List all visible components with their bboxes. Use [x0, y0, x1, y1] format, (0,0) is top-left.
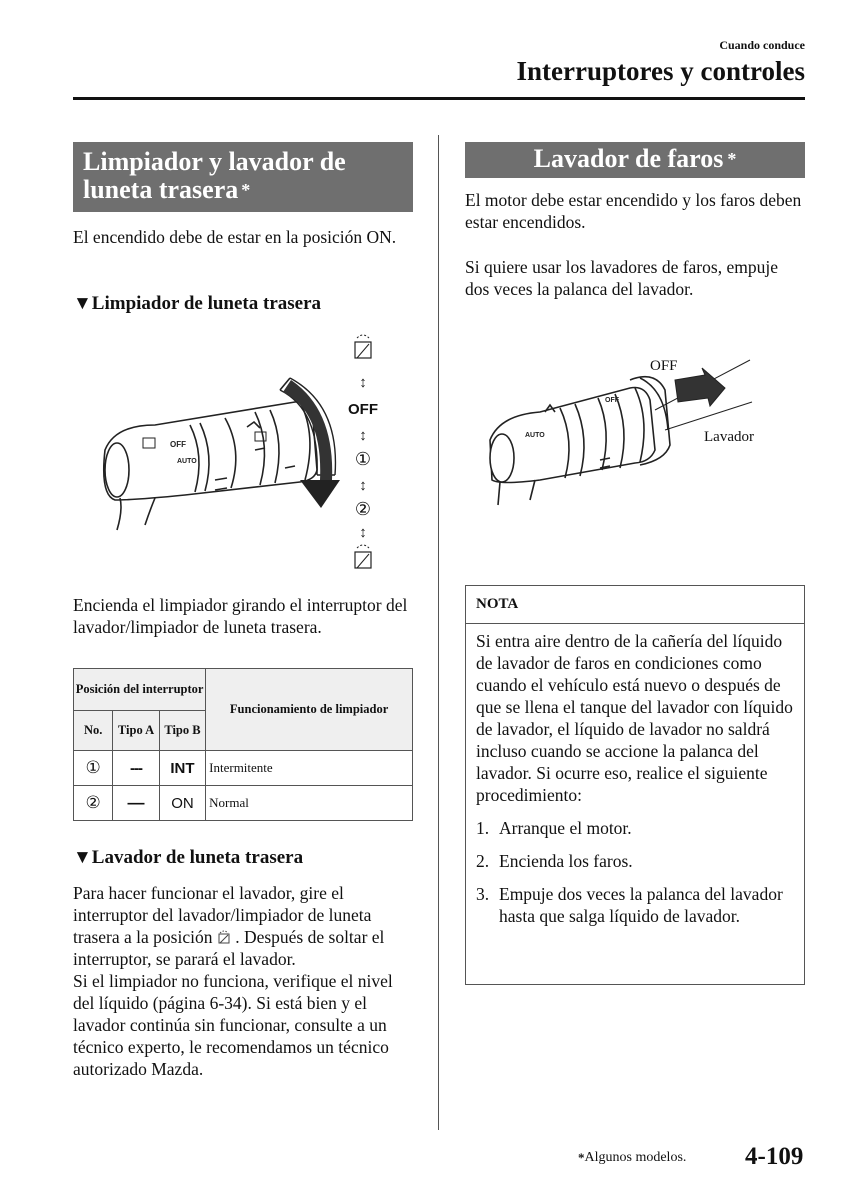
table-row [74, 751, 413, 786]
left-title-line2-wrap [83, 176, 413, 204]
row-tipo-a: --- [113, 751, 159, 786]
table-row [74, 786, 413, 821]
step-text: Encienda los faros. [499, 851, 633, 871]
switch-label-off: OFF [605, 397, 619, 404]
left-after-figure: Encienda el limpiador girando el interruptor del lavador/limpiador de luneta trasera. [73, 595, 408, 637]
right-p2: Si quiere usar los lavadores de faros, empuje dos veces la palanca del lavador. [465, 257, 778, 299]
figure-label-off: OFF [650, 358, 678, 374]
asterisk-mark: * [727, 149, 737, 169]
step-text: Arranque el motor. [499, 818, 632, 838]
header-rule [73, 97, 805, 100]
footer-note [578, 1150, 686, 1166]
step-number: 3. [476, 884, 490, 904]
row-tipo-b: ON [159, 786, 205, 821]
rear-wiper-switch-illustration [95, 330, 415, 580]
switch-label-auto: AUTO [525, 432, 545, 439]
right-title-text: Lavador de faros [533, 144, 724, 173]
right-p1: El motor debe estar encendido y los faros deben estar encendidos. [465, 190, 802, 232]
headlight-washer-illustration [480, 350, 800, 525]
seq-arrow-4: ↕ [359, 524, 367, 541]
right-section-title [465, 142, 805, 178]
row-func: Intermitente [206, 751, 413, 786]
th-tipo-a: Tipo A [113, 711, 159, 751]
subhead-rear-washer: ▼Lavador de luneta trasera [73, 847, 304, 868]
wash-text-a: Para hacer funcionar el lavador, gire el interruptor del lavador/limpiador de luneta trasera a la posición [73, 883, 372, 947]
list-item [476, 817, 794, 839]
subhead-rear-wiper: ▼Limpiador de luneta trasera [73, 293, 322, 314]
row-tipo-b: INT [159, 751, 205, 786]
left-title-line2: luneta trasera [83, 175, 239, 204]
section-label: Cuando conduce [719, 38, 805, 52]
wash-text-b: . Después de soltar el interruptor, se parará el lavador. [73, 927, 385, 969]
page-title: Interruptores y controles [516, 56, 805, 86]
wash-text-2: Si el limpiador no funciona, verifique el nivel del líquido (página 6-34). Si está bien y el lavador continúa sin funcionar, consulte a un técnico experto, le recomendamos un técnico autorizado Mazda. [73, 971, 393, 1079]
list-item [476, 883, 794, 927]
footer-note-text: Algunos modelos. [584, 1150, 687, 1165]
row-no: ① [74, 751, 113, 786]
left-title-line1: Limpiador y lavador de [83, 147, 346, 176]
rear-washer-icon-inline [217, 930, 231, 944]
left-intro: El encendido debe de estar en la posición ON. [73, 227, 397, 247]
th-tipo-b: Tipo B [159, 711, 205, 751]
th-no: No. [74, 711, 113, 751]
step-number: 1. [476, 818, 490, 838]
note-title: NOTA [466, 586, 804, 624]
figure-label-lavador: Lavador [704, 429, 754, 445]
seq-arrow-3: ↕ [359, 477, 367, 494]
switch-label-off: OFF [170, 440, 186, 449]
switch-position-table [73, 668, 413, 821]
list-item [476, 850, 794, 872]
left-wash-paragraph [73, 882, 418, 1080]
step-text: Empuje dos veces la palanca del lavador hasta que salga líquido de lavador. [499, 884, 783, 926]
seq-off: OFF [348, 401, 378, 418]
row-no: ② [74, 786, 113, 821]
seq-position-1: ① [354, 449, 372, 469]
step-number: 2. [476, 851, 490, 871]
note-box [465, 585, 805, 985]
th-position: Posición del interruptor [74, 669, 206, 711]
column-divider [438, 135, 439, 1130]
seq-arrow-2: ↕ [359, 427, 367, 444]
switch-label-auto: AUTO [177, 458, 197, 465]
footer-asterisk: * [578, 1150, 585, 1165]
seq-arrow-1: ↕ [359, 374, 367, 391]
asterisk-mark: * [241, 180, 251, 200]
page-number: 4-109 [745, 1143, 804, 1170]
th-function: Funcionamiento de limpiador [206, 669, 413, 751]
row-tipo-a: — [113, 786, 159, 821]
seq-position-2: ② [354, 499, 372, 519]
row-func: Normal [206, 786, 413, 821]
left-section-title [73, 142, 413, 212]
note-body: Si entra aire dentro de la cañería del líquido de lavador de faros en condiciones como cuando el vehículo está nuevo o después de que se llena el tanque del lavador con líquido de lavador, el líquido de lavador no saldrá incluso cuando se accione la palanca del lavador. Si ocurre eso, realice el siguiente procedimiento: [476, 631, 793, 805]
